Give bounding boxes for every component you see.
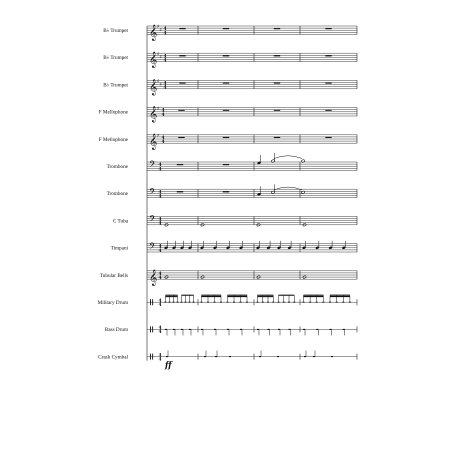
time-signature-bottom: 4 xyxy=(161,112,165,118)
time-signature-top: 4 xyxy=(158,163,162,169)
time-signature-top: 4 xyxy=(158,217,162,223)
instrument-name: Tubular Bells xyxy=(99,272,128,279)
whole-rest xyxy=(177,191,183,192)
whole-rest xyxy=(223,28,229,29)
time-signature-top: 4 xyxy=(163,27,167,33)
treble-clef-icon: 𝄞 xyxy=(149,52,158,69)
dynamic-marking: ff xyxy=(165,359,172,370)
time-signature-bottom: 4 xyxy=(158,276,162,282)
bass-clef-icon: 𝄢 xyxy=(149,241,156,254)
time-signature-bottom: 4 xyxy=(163,85,167,91)
time-signature-top: 4 xyxy=(158,244,162,250)
time-signature-bottom: 4 xyxy=(158,330,162,336)
sharp-icon: ♯ xyxy=(157,133,160,139)
time-signature-bottom: 4 xyxy=(163,31,167,37)
sharp-icon: ♯ xyxy=(157,51,160,58)
time-signature-top: 4 xyxy=(158,271,162,277)
percussion-clef-icon xyxy=(152,326,153,332)
time-signature-bottom: 4 xyxy=(158,167,162,173)
whole-rest xyxy=(274,110,280,111)
whole-rest xyxy=(178,137,184,138)
bass-clef-icon: 𝄢 xyxy=(149,159,156,172)
treble-clef-icon: 𝄞 xyxy=(149,79,158,96)
instrument-name: Timpani xyxy=(110,245,128,252)
whole-rest xyxy=(325,83,331,84)
whole-rest xyxy=(325,55,331,56)
whole-rest xyxy=(177,164,183,165)
whole-rest xyxy=(274,28,280,29)
percussion-clef-icon xyxy=(150,354,151,360)
instrument-name: F Mellophone xyxy=(98,109,128,116)
whole-rest xyxy=(223,191,229,192)
sharp-icon: ♯ xyxy=(159,27,162,34)
instrument-name: B♭ Trumpet xyxy=(103,82,128,89)
treble-clef-icon: 𝄞 xyxy=(149,269,158,286)
sharp-icon: ♯ xyxy=(157,24,160,31)
time-signature-top: 4 xyxy=(163,81,167,87)
time-signature-bottom: 4 xyxy=(163,58,167,64)
sharp-icon: ♯ xyxy=(159,81,162,88)
treble-clef-icon: 𝄞 xyxy=(149,133,158,150)
whole-rest xyxy=(223,110,229,111)
instrument-name: B♭ Trumpet xyxy=(103,28,128,34)
bass-clef-icon: 𝄢 xyxy=(149,214,156,227)
sharp-icon: ♯ xyxy=(157,105,160,112)
time-signature-top: 4 xyxy=(158,353,162,359)
time-signature-bottom: 4 xyxy=(158,303,162,308)
instrument-name: C Tuba xyxy=(112,218,128,225)
treble-clef-icon: 𝄞 xyxy=(149,106,158,123)
time-signature-top: 4 xyxy=(163,54,167,60)
instrument-name: F Mellophone xyxy=(98,136,128,143)
instrument-name: Military Drum xyxy=(97,300,128,306)
whole-rest xyxy=(179,55,185,56)
tie-arc xyxy=(274,156,302,159)
whole-rest xyxy=(223,55,229,56)
instrument-name: Trombone xyxy=(106,191,128,198)
whole-rest xyxy=(325,110,331,111)
time-signature-top: 4 xyxy=(158,299,162,304)
whole-rest xyxy=(274,137,280,138)
sharp-icon: ♯ xyxy=(159,54,162,61)
instrument-name: Trombone xyxy=(106,164,128,170)
time-signature-top: 4 xyxy=(161,108,165,114)
instrument-name: Bass Drum xyxy=(104,327,128,334)
percussion-clef-icon xyxy=(150,326,151,332)
time-signature-top: 4 xyxy=(161,135,165,141)
time-signature-top: 4 xyxy=(158,190,162,196)
bass-clef-icon: 𝄢 xyxy=(149,186,156,199)
whole-rest xyxy=(274,55,280,56)
whole-rest xyxy=(223,164,229,165)
time-signature-bottom: 4 xyxy=(158,221,162,227)
time-signature-top: 4 xyxy=(158,326,162,332)
percussion-clef-icon xyxy=(152,299,153,305)
time-signature-bottom: 4 xyxy=(158,248,162,254)
instrument-name: B♭ Trumpet xyxy=(103,55,128,62)
whole-rest xyxy=(179,83,185,84)
time-signature-bottom: 4 xyxy=(161,140,165,146)
instrument-name: Crash Cymbal xyxy=(98,354,128,361)
treble-clef-icon: 𝄞 xyxy=(149,25,158,41)
time-signature-bottom: 4 xyxy=(158,194,162,200)
whole-rest xyxy=(223,137,229,138)
time-signature-bottom: 4 xyxy=(158,357,162,363)
whole-rest xyxy=(274,83,280,84)
percussion-clef-icon xyxy=(152,354,153,360)
whole-rest xyxy=(325,28,331,29)
whole-rest xyxy=(223,83,229,84)
tie-arc xyxy=(274,187,302,190)
sharp-icon: ♯ xyxy=(157,78,160,85)
percussion-clef-icon xyxy=(150,299,151,305)
whole-rest xyxy=(179,28,185,29)
whole-rest xyxy=(325,137,331,138)
whole-rest xyxy=(178,110,184,111)
